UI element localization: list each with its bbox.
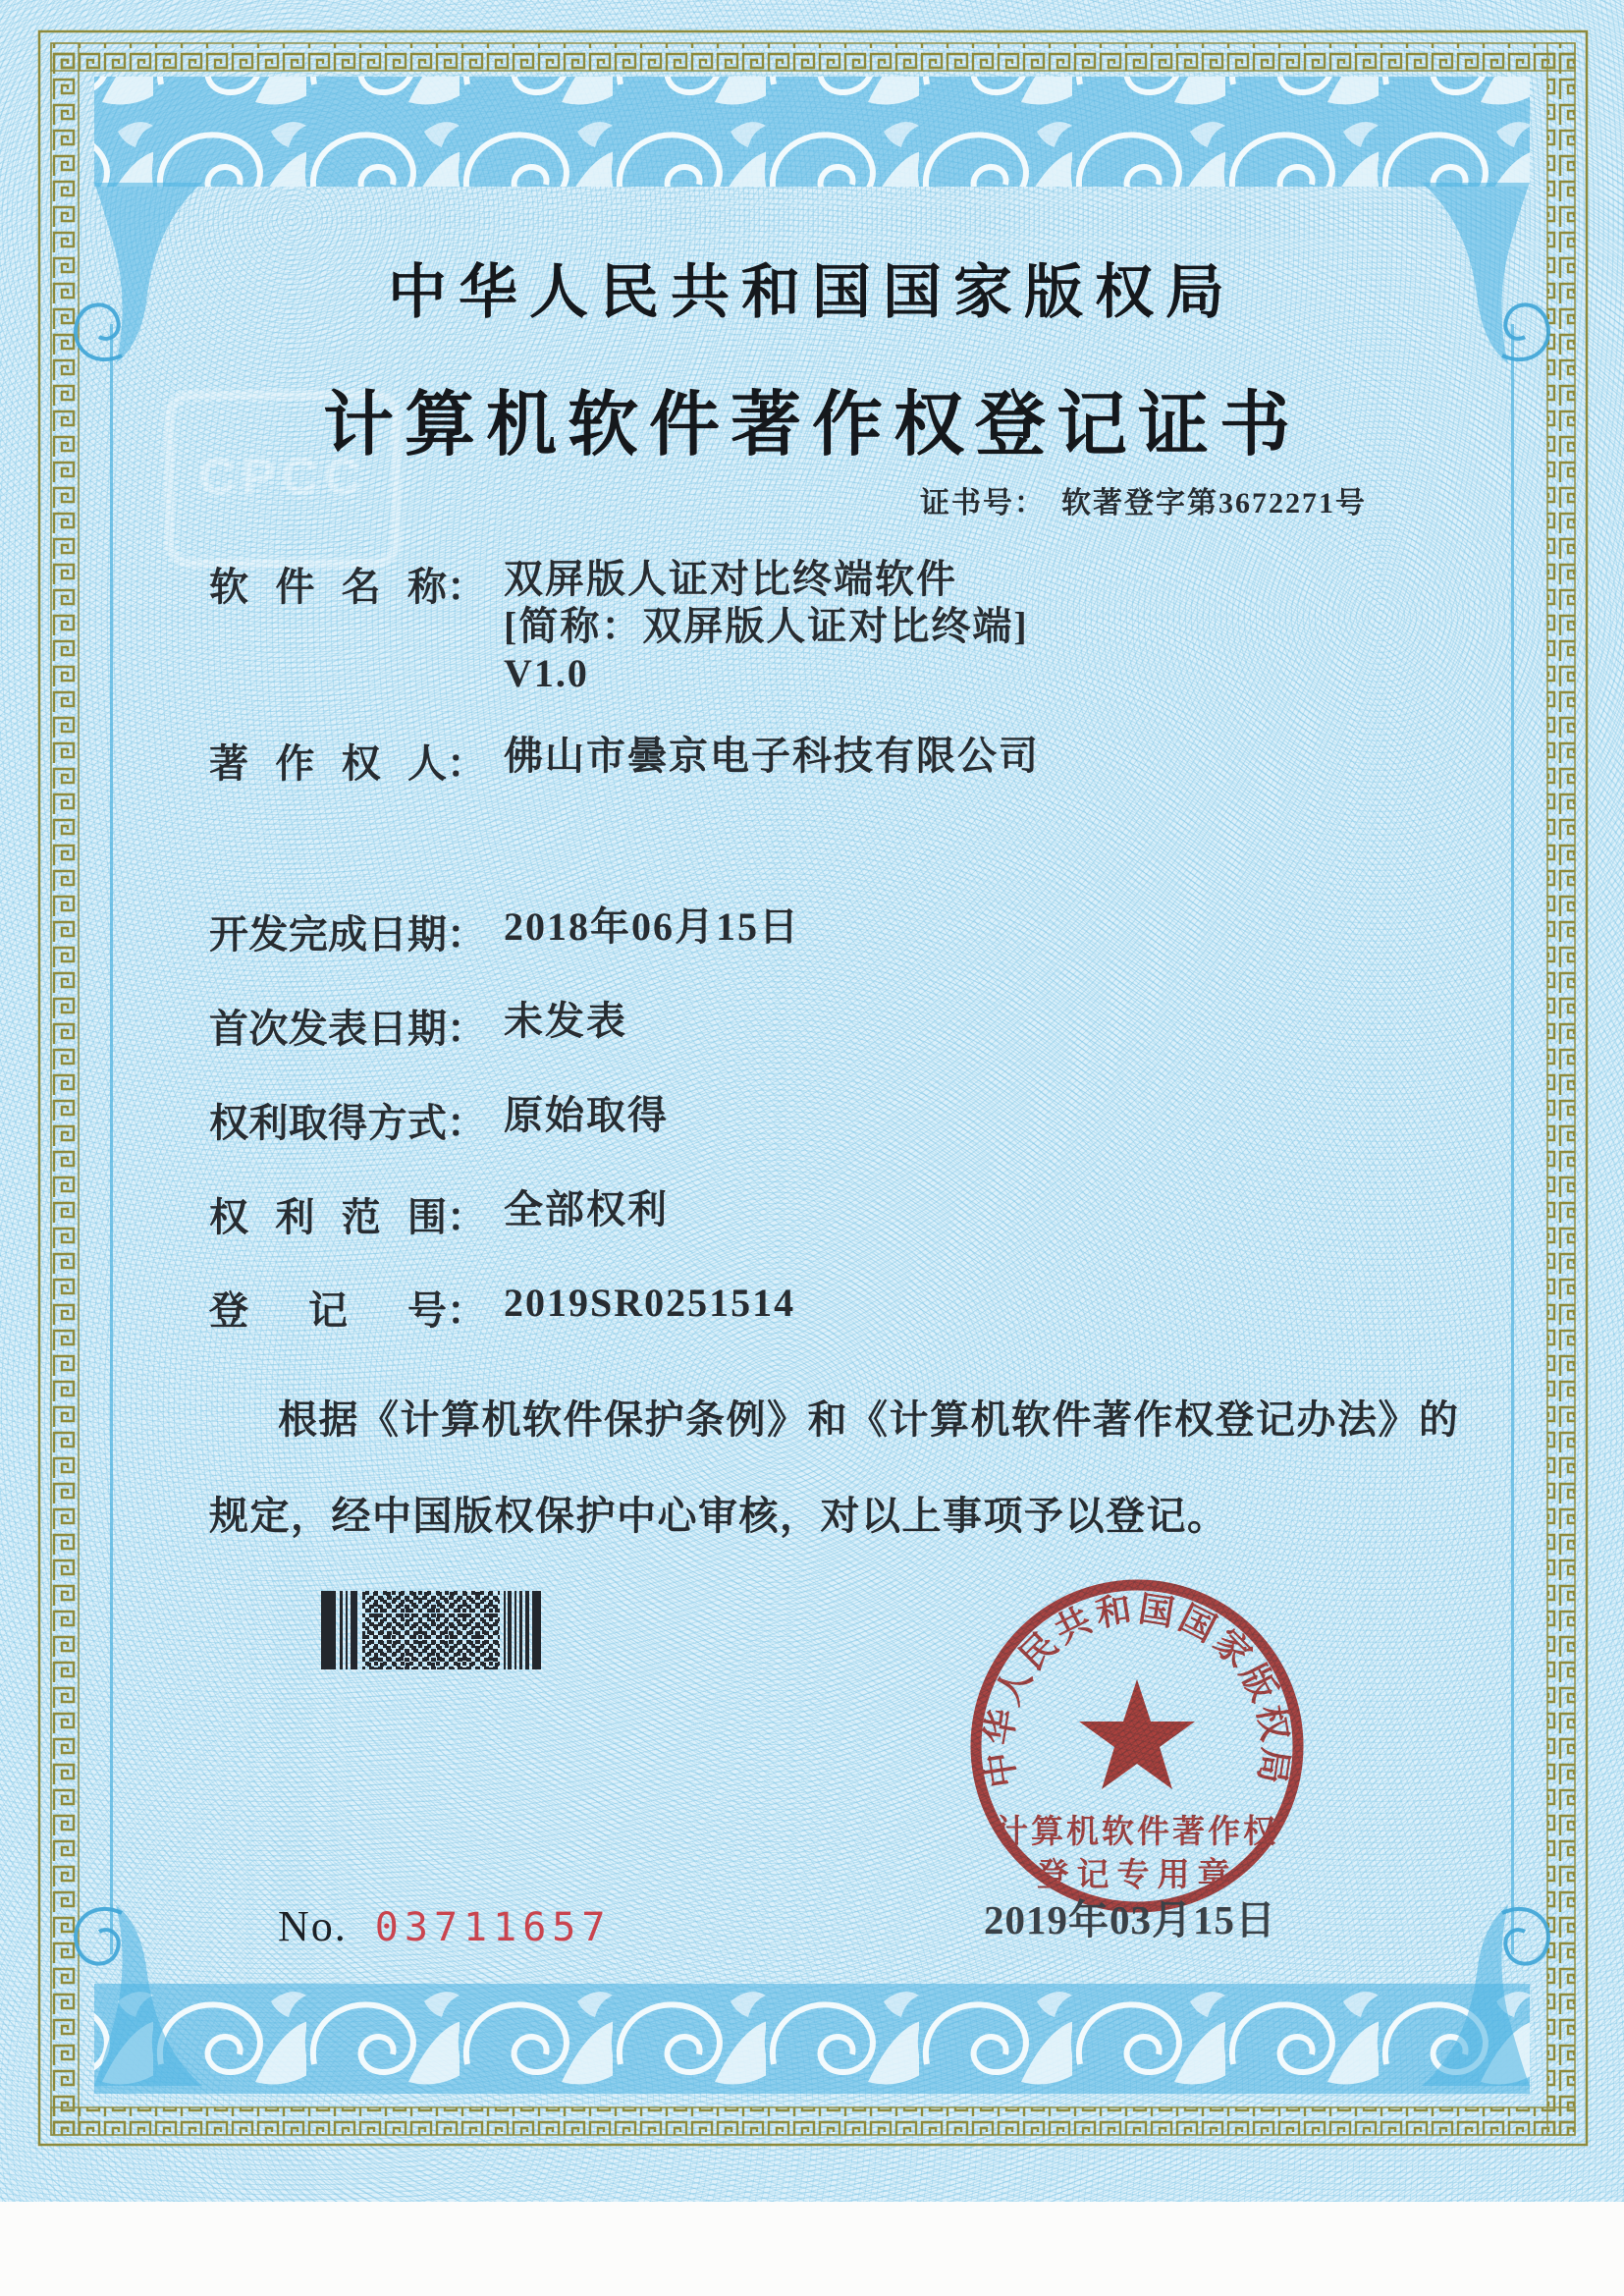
software-name-line1: 双屏版人证对比终端软件 (504, 557, 957, 601)
serial-number: 03711657 (374, 1905, 612, 1950)
certificate-number-label: 证书号： (920, 487, 1046, 519)
field-row-right-scope (209, 1186, 669, 1242)
issuer-title: 中华人民共和国国家版权局 (388, 260, 1236, 325)
pdf417-barcode (321, 1591, 541, 1669)
registration-no-value: 2019SR0251514 (504, 1281, 796, 1325)
field-row-right-acquisition (209, 1092, 669, 1148)
field-row-copyright-owner (209, 733, 1040, 789)
emboss-text: CPCC (198, 449, 367, 506)
field-colon: ： (447, 1007, 486, 1051)
right-acquisition-label: 权 利 取 得 方 式 (209, 1101, 447, 1145)
certificate-number-value: 软著登字第3672271号 (1061, 487, 1367, 519)
seal-date: 2019年03月15日 (984, 1897, 1276, 1942)
software-name-line3: V1.0 (504, 651, 589, 695)
field-row-dev-complete-date (209, 903, 800, 959)
software-name-line2: [简称：双屏版人证对比终端] (504, 604, 1029, 648)
dev-complete-date-value: 2018年06月15日 (504, 904, 800, 949)
copyright-owner-value: 佛山市曇京电子科技有限公司 (504, 734, 1040, 778)
field-colon: ： (447, 1288, 486, 1333)
seal-text-line1: 计算机软件著作权 (996, 1815, 1278, 1850)
statement-line2: 规定，经中国版权保护中心审核，对以上事项予以登记。 (209, 1494, 1228, 1538)
statement-line1: 根据《计算机软件保护条例》和《计算机软件著作权登记办法》的 (278, 1397, 1460, 1442)
software-name-label: 软 件 名 称 (209, 565, 447, 609)
serial-number-row (278, 1901, 611, 1951)
field-colon: ： (447, 565, 486, 609)
field-colon: ： (447, 741, 486, 786)
copyright-owner-label: 著 作 权 人 (209, 741, 447, 786)
field-colon: ： (447, 1101, 486, 1145)
certificate-number-line (920, 478, 1367, 521)
first-publish-date-value: 未发表 (504, 999, 627, 1043)
field-row-registration-no (209, 1280, 795, 1336)
field-row-software-name (209, 556, 1029, 697)
scan-page-margin (0, 2202, 1624, 2296)
certificate-title: 计算机软件著作权登记证书 (322, 386, 1301, 465)
dev-complete-date-label: 开 发 完 成 日 期 (209, 912, 447, 957)
seal-text-line2: 登记专用章 (1036, 1858, 1238, 1893)
right-acquisition-value: 原始取得 (504, 1093, 669, 1137)
field-colon: ： (447, 912, 486, 957)
seal-star-icon (1079, 1679, 1195, 1789)
field-colon: ： (447, 1195, 486, 1239)
right-scope-label: 权 利 范 围 (209, 1195, 447, 1239)
serial-prefix: No. (278, 1902, 348, 1950)
official-red-seal (941, 1552, 1333, 1944)
right-scope-value: 全部权利 (504, 1187, 669, 1231)
first-publish-date-label: 首 次 发 表 日 期 (209, 1007, 447, 1051)
seal-arc-text: 中华人民共和国国家版权局 (978, 1589, 1296, 1790)
field-row-first-publish-date (209, 998, 627, 1054)
registration-no-label: 登 记 号 (209, 1288, 447, 1333)
